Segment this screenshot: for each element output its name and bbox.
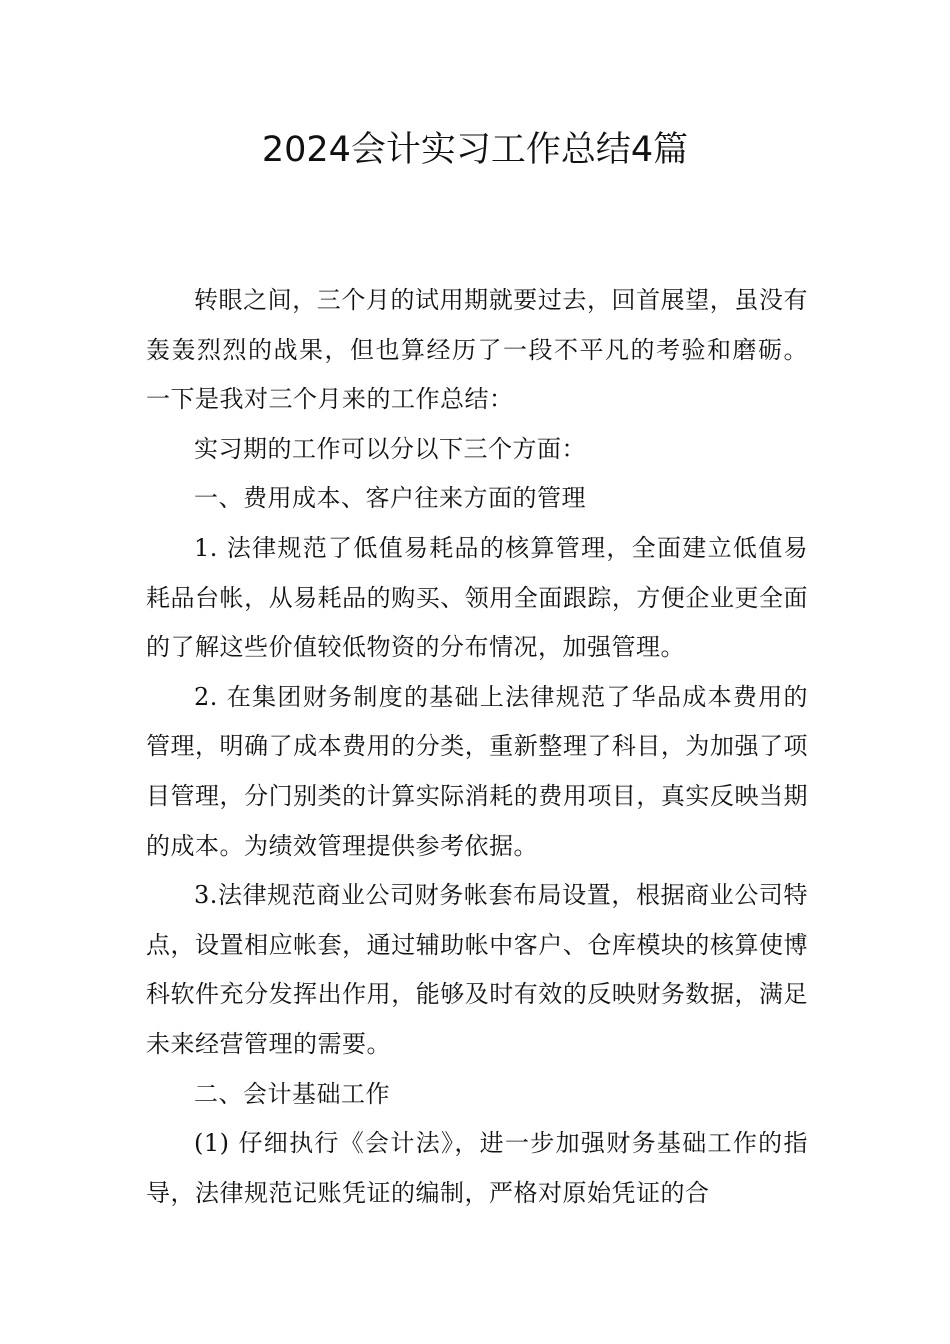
paragraph-item-2: 2. 在集团财务制度的基础上法律规范了华品成本费用的管理，明确了成本费用的分类，重新整理了科目，为加强了项目管理，分门别类的计算实际消耗的费用项目，真实反映当期的成本。为绩效管理提供参考依据。	[146, 682, 808, 860]
paragraph-item-1: 1. 法律规范了低值易耗品的核算管理，全面建立低值易耗品台帐，从易耗品的购买、领用全面跟踪，方便企业更全面的了解这些价值较低物资的分布情况，加强管理。	[146, 533, 808, 662]
section-heading-2: 二、会计基础工作	[194, 1079, 390, 1108]
section-heading-1: 一、费用成本、客户往来方面的管理	[194, 484, 586, 513]
paragraph-overview: 实习期的工作可以分以下三个方面：	[194, 434, 586, 463]
document-body	[146, 276, 808, 1218]
document-title: 2024会计实习工作总结4篇	[261, 130, 689, 170]
paragraph-intro: 转眼之间，三个月的试用期就要过去，回首展望，虽没有轰轰烈烈的战果，但也算经历了一段不平凡的考验和磨砺。 一下是我对三个月来的工作总结：	[146, 286, 808, 414]
paragraph-item-3: 3.法律规范商业公司财务帐套布局设置，根据商业公司特点，设置相应帐套，通过辅助帐中客户、仓库模块的核算使博科软件充分发挥出作用，能够及时有效的反映财务数据，满足未来经营管理的需要。	[146, 881, 808, 1058]
paragraph-subitem-1: (1) 仔细执行《会计法》，进一步加强财务基础工作的指导，法律规范记账凭证的编制，严格对原始凭证的合	[146, 1129, 808, 1207]
